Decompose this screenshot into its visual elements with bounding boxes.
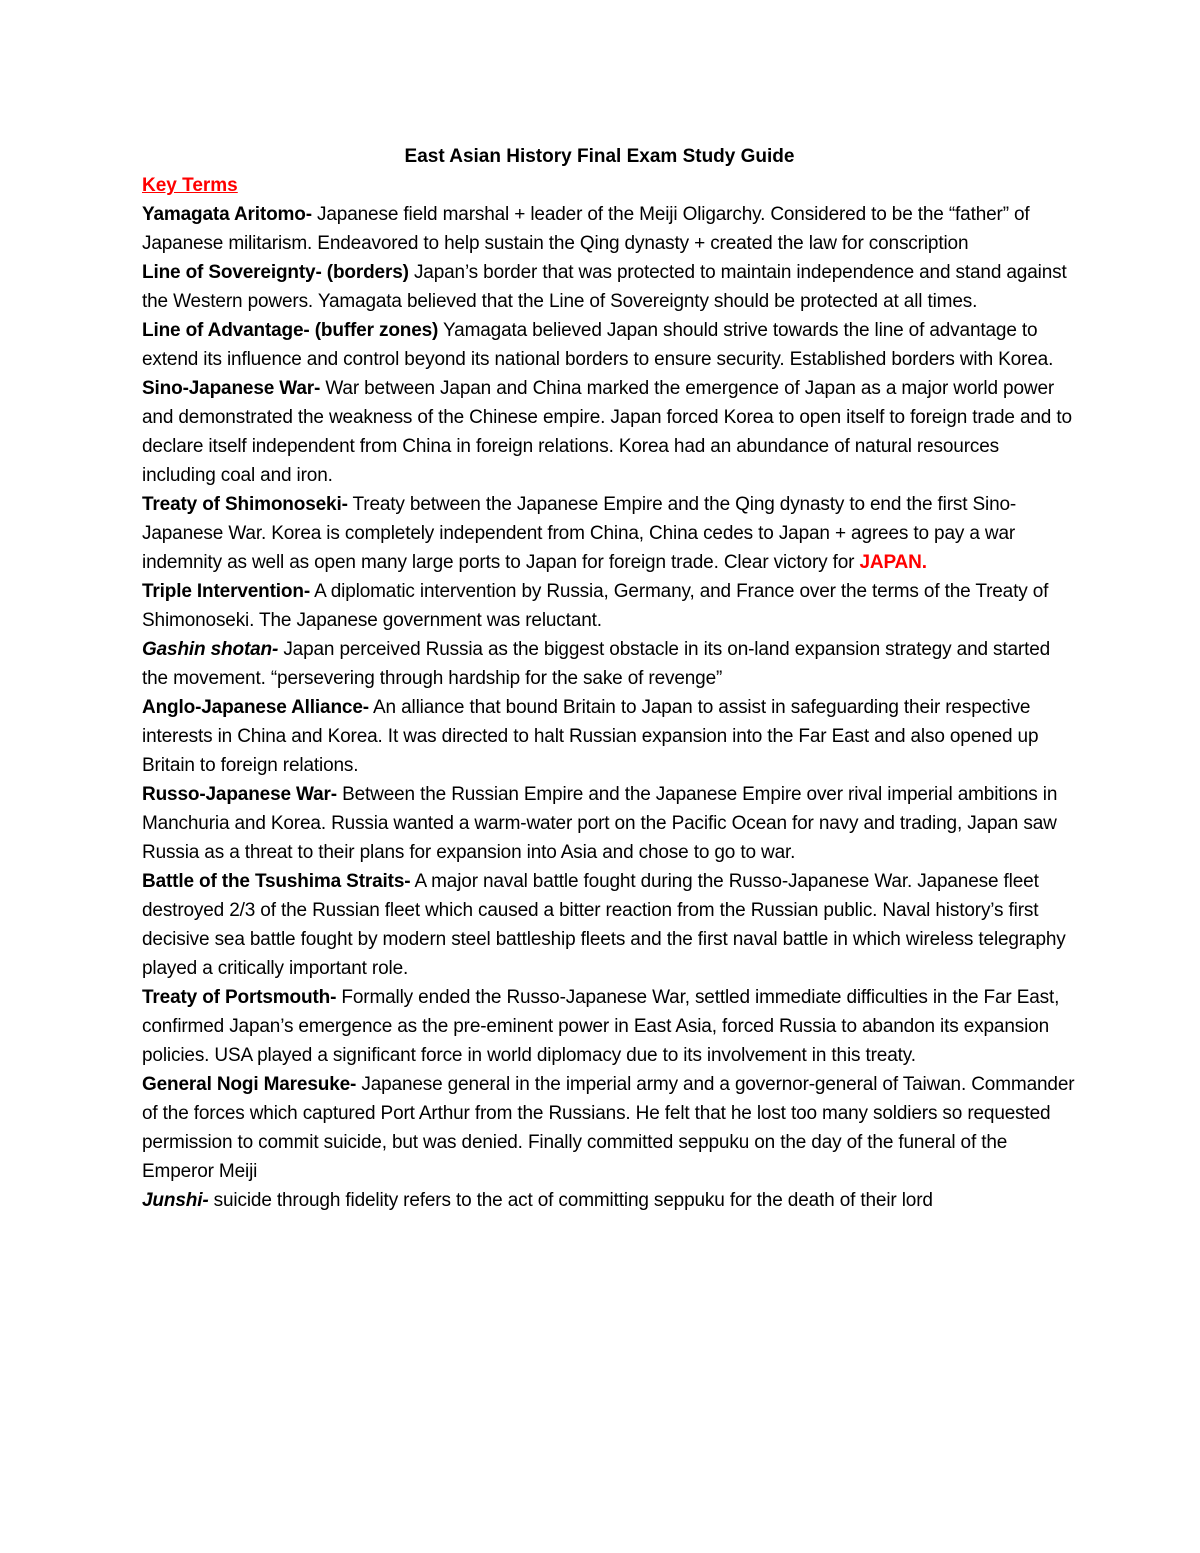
term-definition: Japan’s border that was protected to maintain independence and stand against the Western powers. Yamagata believed that the Line of Sovereignty should be protected at all times.	[142, 262, 1067, 312]
term-general-nogi-maresuke	[142, 1070, 1077, 1186]
term-definition: suicide through fidelity refers to the act of committing seppuku for the death of their lord	[208, 1190, 933, 1211]
term-definition: Treaty between the Japanese Empire and the Qing dynasty to end the first Sino-Japanese War. Korea is completely independent from China, China cedes to Japan + agrees to pay a war indemnity as well as open many large ports to Japan for foreign trade. Clear victory for	[142, 494, 1017, 573]
term-definition: War between Japan and China marked the emergence of Japan as a major world power and demonstrated the weakness of the Chinese empire. Japan forced Korea to open itself to foreign trade and to declare itself independent from China in foreign relations. Korea had an abundance of natural resources including coal and iron.	[142, 378, 1072, 486]
term-definition: Japanese general in the imperial army and a governor-general of Taiwan. Commander of the forces which captured Port Arthur from the Russians. He felt that he lost too many soldiers so requested permission to commit suicide, but was denied. Finally committed seppuku on the day of the funeral of the Emperor Meiji	[142, 1074, 1075, 1182]
term-definition: A major naval battle fought during the Russo-Japanese War. Japanese fleet destroyed 2/3 of the Russian fleet which caused a bitter reaction from the Russian public. Naval history’s first decisive sea battle fought by modern steel battleship fleets and the first naval battle in which wireless telegraphy played a critically important role.	[142, 871, 1066, 979]
term-definition: Yamagata believed Japan should strive towards the line of advantage to extend its influence and control beyond its national borders to ensure security. Established borders with Korea.	[142, 320, 1054, 370]
term-name: Sino-Japanese War-	[142, 378, 321, 399]
term-triple-intervention	[142, 577, 1077, 635]
term-name: Treaty of Portsmouth-	[142, 987, 337, 1008]
term-definition: Japanese field marshal + leader of the Meiji Oligarchy. Considered to be the “father” of Japanese militarism. Endeavored to help sustain the Qing dynasty + created the law for conscription	[142, 204, 1030, 254]
term-name: Yamagata Aritomo-	[142, 204, 312, 225]
term-treaty-of-shimonoseki	[142, 490, 1077, 577]
term-definition: An alliance that bound Britain to Japan to assist in safeguarding their respective interests in China and Korea. It was directed to halt Russian expansion into the Far East and also opened up Britain to foreign relations.	[142, 697, 1039, 776]
term-gashin-shotan	[142, 635, 1077, 693]
term-line-of-advantage	[142, 316, 1077, 374]
term-russo-japanese-war	[142, 780, 1077, 867]
term-name: Junshi-	[142, 1190, 209, 1211]
term-anglo-japanese-alliance	[142, 693, 1077, 780]
document-content	[142, 142, 1077, 1215]
term-line-of-sovereignty	[142, 258, 1077, 316]
term-name: Gashin shotan-	[142, 639, 279, 660]
section-heading-key-terms: Key Terms	[142, 175, 238, 196]
term-definition: A diplomatic intervention by Russia, Germany, and France over the terms of the Treaty of Shimonoseki. The Japanese government was reluctant.	[142, 581, 1049, 631]
term-battle-of-tsushima	[142, 867, 1077, 983]
term-yamagata-aritomo	[142, 200, 1077, 258]
term-name: Russo-Japanese War-	[142, 784, 337, 805]
term-definition: Between the Russian Empire and the Japanese Empire over rival imperial ambitions in Manchuria and Korea. Russia wanted a warm-water port on the Pacific Ocean for navy and trading, Japan saw Russia as a threat to their plans for expansion into Asia and chose to go to war.	[142, 784, 1058, 863]
term-definition: Formally ended the Russo-Japanese War, settled immediate difficulties in the Far East, confirmed Japan’s emergence as the pre-eminent power in East Asia, forced Russia to abandon its expansion policies. USA played a significant force in world diplomacy due to its involvement in this treaty.	[142, 987, 1060, 1066]
term-treaty-of-portsmouth	[142, 983, 1077, 1070]
term-name: Line of Sovereignty- (borders)	[142, 262, 409, 283]
term-sino-japanese-war	[142, 374, 1077, 490]
term-name: Anglo-Japanese Alliance-	[142, 697, 369, 718]
term-definition: Japan perceived Russia as the biggest obstacle in its on-land expansion strategy and started the movement. “persevering through hardship for the sake of revenge”	[142, 639, 1051, 689]
term-name: Treaty of Shimonoseki-	[142, 494, 348, 515]
document-title: East Asian History Final Exam Study Guide	[404, 146, 795, 167]
term-emphasis-japan: JAPAN.	[859, 552, 927, 573]
term-junshi	[142, 1186, 1077, 1215]
term-name: Triple Intervention-	[142, 581, 311, 602]
term-name: Line of Advantage- (buffer zones)	[142, 320, 439, 341]
term-name: Battle of the Tsushima Straits-	[142, 871, 411, 892]
term-name: General Nogi Maresuke-	[142, 1074, 357, 1095]
